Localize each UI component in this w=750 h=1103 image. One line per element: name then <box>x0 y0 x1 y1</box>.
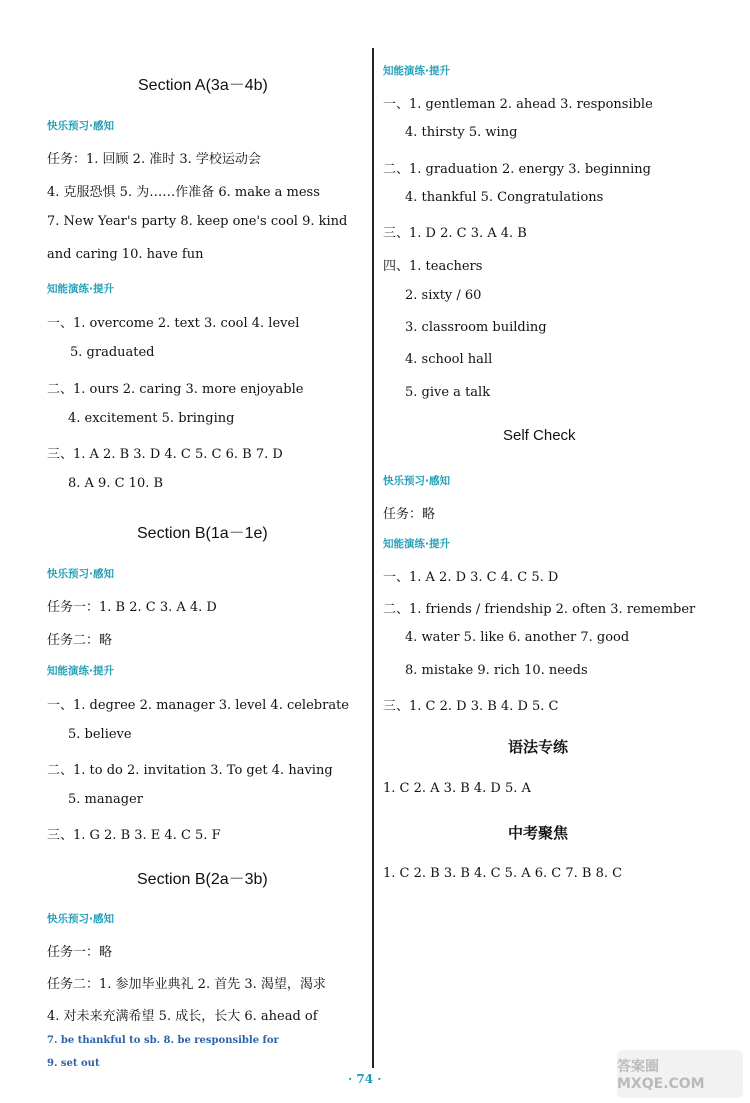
answer-line: 5. graduated <box>70 345 155 360</box>
answer-line: 二、1. graduation 2. energy 3. beginning <box>383 162 651 177</box>
answer-line: 4. thankful 5. Congratulations <box>405 190 604 205</box>
answer-line: 任务一：略 <box>47 945 113 960</box>
answer-line: 一、1. gentleman 2. ahead 3. responsible <box>383 97 653 112</box>
answer-line: 4. 克服恐惧 5. 为……作准备 6. make a mess <box>47 185 320 200</box>
preview-subheading: 快乐预习·感知 <box>47 120 114 132</box>
answer-line: 三、1. G 2. B 3. E 4. C 5. F <box>47 828 221 843</box>
answer-line: 4. excitement 5. bringing <box>68 411 235 426</box>
answer-line: 一、1. degree 2. manager 3. level 4. celebrate <box>47 698 349 713</box>
answer-line: 三、1. A 2. B 3. D 4. C 5. C 6. B 7. D <box>47 447 283 462</box>
answer-line: 8. A 9. C 10. B <box>68 476 164 491</box>
answer-line: 一、1. overcome 2. text 3. cool 4. level <box>47 316 300 331</box>
column-divider <box>372 48 374 1068</box>
answer-line: 任务一：1. B 2. C 3. A 4. D <box>47 600 217 615</box>
preview-subheading: 快乐预习·感知 <box>47 913 114 925</box>
answer-line: 二、1. to do 2. invitation 3. To get 4. having <box>47 763 333 778</box>
answer-line: 4. thirsty 5. wing <box>405 125 518 140</box>
answer-line: 4. water 5. like 6. another 7. good <box>405 630 630 645</box>
answer-line: 9. set out <box>47 1058 100 1069</box>
answer-line: 5. believe <box>68 727 132 742</box>
practice-subheading: 知能演练·提升 <box>47 283 114 295</box>
practice-subheading: 知能演练·提升 <box>383 65 450 77</box>
answer-line: 任务二：略 <box>47 633 113 648</box>
grammar-practice-title: 语法专练 <box>508 738 569 756</box>
answer-line: 任务：略 <box>383 507 436 522</box>
answer-line: 任务二：1. 参加毕业典礼 2. 首先 3. 渴望，渴求 <box>47 977 326 992</box>
answer-line: 任务：1. 回顾 2. 准时 3. 学校运动会 <box>47 152 261 167</box>
answer-line: 1. C 2. A 3. B 4. D 5. A <box>383 781 531 796</box>
answer-line: 5. manager <box>68 792 143 807</box>
preview-subheading: 快乐预习·感知 <box>383 475 450 487</box>
answer-line: 三、1. D 2. C 3. A 4. B <box>383 226 527 241</box>
practice-subheading: 知能演练·提升 <box>47 665 114 677</box>
preview-subheading: 快乐预习·感知 <box>47 568 114 580</box>
section-b1-title: Section B(1a－1e) <box>137 525 268 542</box>
answer-line: 7. New Year's party 8. keep one's cool 9. kind <box>47 214 348 229</box>
section-b2-title: Section B(2a－3b) <box>137 871 268 888</box>
answer-line: 4. school hall <box>405 352 493 367</box>
section-a-title: Section A(3a－4b) <box>138 77 268 94</box>
answer-line: 3. classroom building <box>405 320 547 335</box>
exam-focus-title: 中考聚焦 <box>508 824 569 842</box>
answer-line: 7. be thankful to sb. 8. be responsible for <box>47 1035 279 1046</box>
answer-line: 5. give a talk <box>405 385 491 400</box>
answer-line: 一、1. A 2. D 3. C 4. C 5. D <box>383 570 559 585</box>
page-number: · 74 · <box>348 1072 382 1086</box>
answer-line: 8. mistake 9. rich 10. needs <box>405 663 588 678</box>
answer-line: and caring 10. have fun <box>47 247 204 262</box>
answer-line: 二、1. ours 2. caring 3. more enjoyable <box>47 382 304 397</box>
watermark-logo: 答案圈 MXQE.COM <box>617 1050 743 1098</box>
practice-subheading: 知能演练·提升 <box>383 538 450 550</box>
self-check-title: Self Check <box>503 427 576 444</box>
answer-line: 三、1. C 2. D 3. B 4. D 5. C <box>383 699 559 714</box>
answer-line: 4. 对未来充满希望 5. 成长，长大 6. ahead of <box>47 1009 318 1024</box>
answer-line: 四、1. teachers <box>383 259 483 274</box>
answer-line: 1. C 2. B 3. B 4. C 5. A 6. C 7. B 8. C <box>383 866 623 881</box>
answer-line: 2. sixty / 60 <box>405 288 482 303</box>
answer-line: 二、1. friends / friendship 2. often 3. remember <box>383 602 696 617</box>
